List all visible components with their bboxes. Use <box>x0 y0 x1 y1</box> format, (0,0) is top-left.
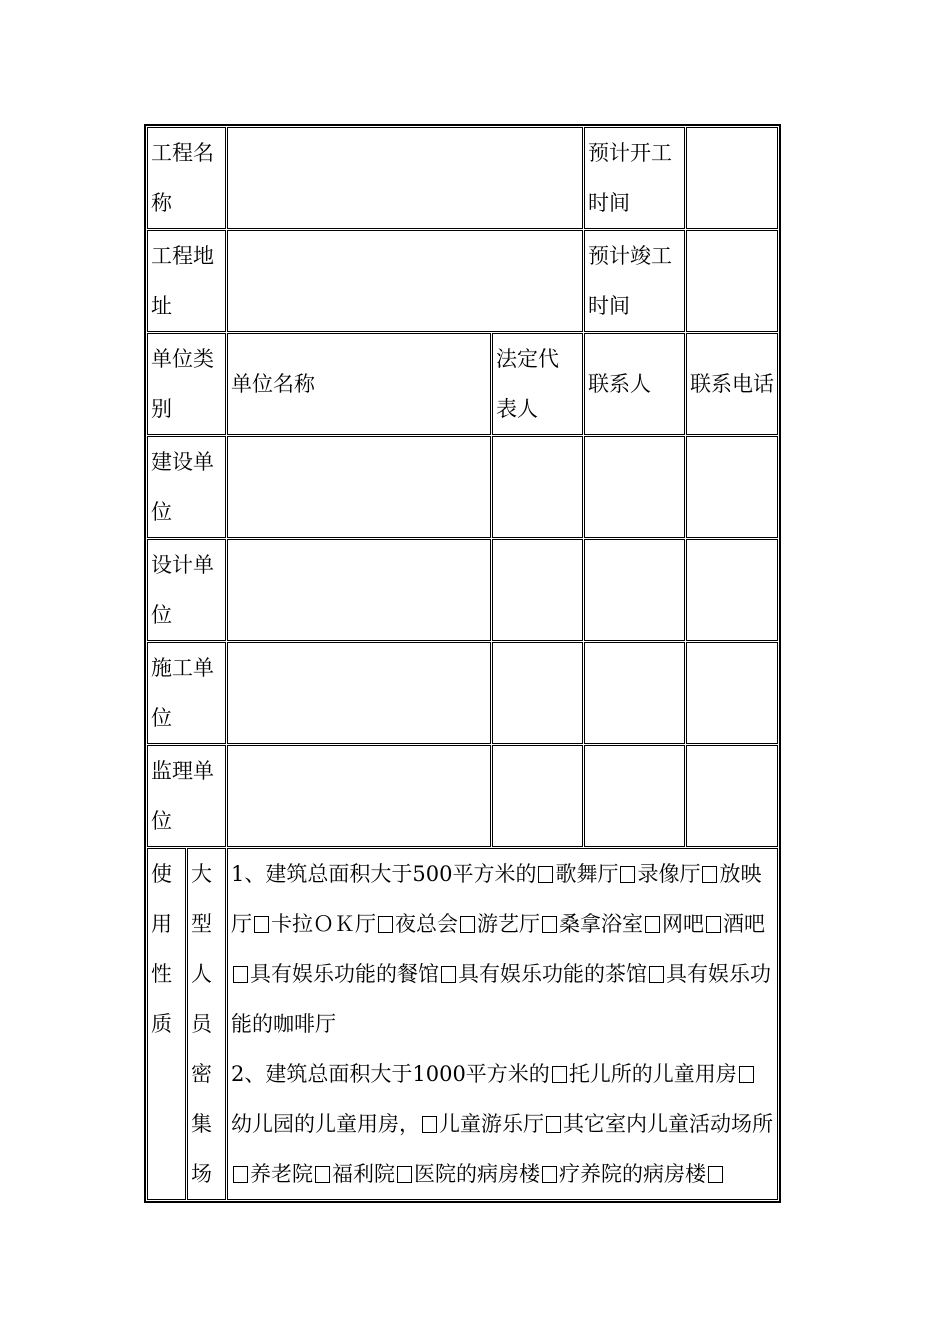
checkbox[interactable] <box>460 916 475 933</box>
usage-item-2 <box>231 1049 774 1199</box>
table-row <box>147 745 778 847</box>
option-label: 儿童游乐厅 <box>439 1112 544 1136</box>
unit-name-field[interactable] <box>227 436 491 538</box>
table-row <box>147 539 778 641</box>
legal-rep-field[interactable] <box>492 539 583 641</box>
checkbox[interactable] <box>542 916 557 933</box>
option-label: 桑拿浴室 <box>559 912 643 936</box>
contact-header: 联系人 <box>584 333 685 435</box>
phone-field[interactable] <box>686 436 778 538</box>
project-registration-form <box>144 124 781 1203</box>
option-label: 医院的病房楼 <box>414 1162 540 1186</box>
unit-name-field[interactable] <box>227 539 491 641</box>
project-address-field[interactable] <box>227 230 583 332</box>
crowded-venue-label: 大 型 人 员 密 集 场 <box>187 848 226 1200</box>
usage-item-1-prefix: 1、建筑总面积大于500平方米的 <box>231 862 537 886</box>
legal-rep-field[interactable] <box>492 436 583 538</box>
unit-category-header: 单位类别 <box>147 333 226 435</box>
checkbox[interactable] <box>422 1116 437 1133</box>
option-label: 具有娱乐功能的茶馆 <box>458 962 647 986</box>
checkbox[interactable] <box>441 966 456 983</box>
checkbox[interactable] <box>542 1166 557 1183</box>
unit-label-builder: 施工单位 <box>147 642 226 744</box>
phone-header: 联系电话 <box>686 333 778 435</box>
checkbox[interactable] <box>739 1066 754 1083</box>
option-label: 其它室内儿童活动场所 <box>563 1112 773 1136</box>
option-label: 幼儿园的儿童用房， <box>231 1112 420 1136</box>
unit-name-header: 单位名称 <box>227 333 491 435</box>
usage-nature-label: 使 用 性 质 <box>147 848 186 1200</box>
checkbox[interactable] <box>552 1066 567 1083</box>
phone-field[interactable] <box>686 745 778 847</box>
usage-options <box>227 848 778 1200</box>
checkbox[interactable] <box>702 866 717 883</box>
contact-field[interactable] <box>584 642 685 744</box>
checkbox[interactable] <box>378 916 393 933</box>
checkbox[interactable] <box>620 866 635 883</box>
checkbox[interactable] <box>546 1116 561 1133</box>
option-label: 卡拉ＯＫ厅 <box>271 912 376 936</box>
checkbox[interactable] <box>397 1166 412 1183</box>
contact-field[interactable] <box>584 745 685 847</box>
option-label: 具有娱乐功能的餐馆 <box>250 962 439 986</box>
legal-rep-header: 法定代表人 <box>492 333 583 435</box>
option-label: 疗养院的病房楼 <box>559 1162 706 1186</box>
option-label: 具有娱乐功能的咖啡厅 <box>231 962 771 1036</box>
option-label: 托儿所的儿童用房 <box>568 1062 737 1086</box>
option-label: 福利院 <box>332 1162 395 1186</box>
phone-field[interactable] <box>686 642 778 744</box>
finish-time-field[interactable] <box>686 230 778 332</box>
option-label: 歌舞厅 <box>555 862 619 886</box>
checkbox[interactable] <box>254 916 269 933</box>
unit-label-construction: 建设单位 <box>147 436 226 538</box>
finish-time-label: 预计竣工时间 <box>584 230 685 332</box>
legal-rep-field[interactable] <box>492 745 583 847</box>
project-name-field[interactable] <box>227 127 583 229</box>
contact-field[interactable] <box>584 539 685 641</box>
option-label: 养老院 <box>250 1162 313 1186</box>
unit-name-field[interactable] <box>227 642 491 744</box>
usage-item-1 <box>231 849 774 1049</box>
contact-field[interactable] <box>584 436 685 538</box>
option-label: 夜总会 <box>395 912 458 936</box>
option-label: 游艺厅 <box>477 912 540 936</box>
checkbox[interactable] <box>645 916 660 933</box>
checkbox[interactable] <box>706 916 721 933</box>
project-name-label: 工程名称 <box>147 127 226 229</box>
checkbox[interactable] <box>708 1166 723 1183</box>
legal-rep-field[interactable] <box>492 642 583 744</box>
checkbox[interactable] <box>649 966 664 983</box>
checkbox[interactable] <box>233 966 248 983</box>
start-time-label: 预计开工时间 <box>584 127 685 229</box>
option-label: 网吧 <box>662 912 704 936</box>
table-row <box>147 642 778 744</box>
option-label: 放映厅 <box>231 862 762 936</box>
unit-name-field[interactable] <box>227 745 491 847</box>
project-address-label: 工程地址 <box>147 230 226 332</box>
unit-label-supervision: 监理单位 <box>147 745 226 847</box>
checkbox[interactable] <box>538 866 553 883</box>
option-label: 酒吧 <box>723 912 765 936</box>
checkbox[interactable] <box>315 1166 330 1183</box>
phone-field[interactable] <box>686 539 778 641</box>
table-row <box>147 436 778 538</box>
checkbox[interactable] <box>233 1166 248 1183</box>
unit-label-design: 设计单位 <box>147 539 226 641</box>
option-label: 录像厅 <box>637 862 701 886</box>
usage-item-2-prefix: 2、建筑总面积大于1000平方米的 <box>231 1062 550 1086</box>
start-time-field[interactable] <box>686 127 778 229</box>
